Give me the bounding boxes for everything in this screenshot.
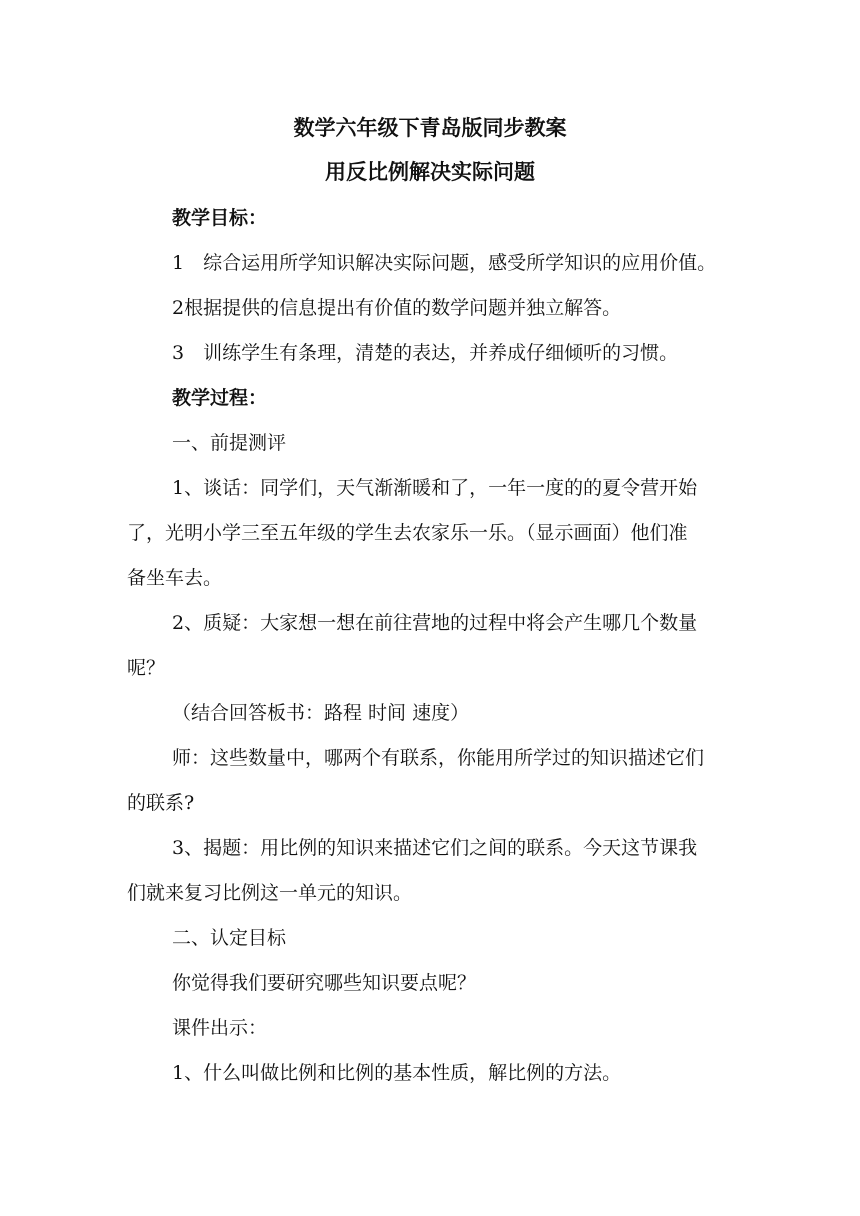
- reveal-line-2: 们就来复习比例这一单元的知识。: [127, 882, 413, 904]
- document-subtitle: 用反比例解决实际问题: [325, 160, 535, 184]
- objective-3: 3 训练学生有条理，清楚的表达，并养成仔细倾听的习惯。: [172, 342, 679, 364]
- teacher-line-1: 师：这些数量中，哪两个有联系，你能用所学过的知识描述它们: [172, 747, 705, 769]
- prompt-text: 你觉得我们要研究哪些知识要点呢？: [172, 972, 477, 994]
- talk-line-1: 1、谈话：同学们，天气渐渐暖和了，一年一度的的夏令营开始: [172, 477, 698, 499]
- talk-line-3: 备坐车去。: [127, 567, 223, 589]
- courseware-label: 课件出示：: [172, 1017, 268, 1039]
- document-title: 数学六年级下青岛版同步教案: [293, 116, 567, 140]
- section-one-heading: 一、前提测评: [172, 432, 287, 454]
- question-line-1: 2、质疑：大家想一想在前往营地的过程中将会产生哪几个数量: [172, 612, 698, 634]
- reveal-line-1: 3、揭题：用比例的知识来描述它们之间的联系。今天这节课我: [172, 837, 698, 859]
- objective-1: 1 综合运用所学知识解决实际问题，感受所学知识的应用价值。: [172, 252, 717, 274]
- process-heading: 教学过程：: [172, 387, 268, 409]
- talk-line-2: 了，光明小学三至五年级的学生去农家乐一乐。（显示画面）他们准: [127, 522, 688, 544]
- teacher-line-2: 的联系?: [127, 792, 195, 814]
- section-two-heading: 二、认定目标: [172, 927, 287, 949]
- objectives-heading: 教学目标：: [172, 207, 268, 229]
- point-one: 1、什么叫做比例和比例的基本性质，解比例的方法。: [172, 1062, 622, 1084]
- question-line-2: 呢？: [127, 657, 166, 679]
- board-note: （结合回答板书：路程 时间 速度）: [172, 702, 470, 724]
- objective-2: 2根据提供的信息提出有价值的数学问题并独立解答。: [172, 297, 622, 319]
